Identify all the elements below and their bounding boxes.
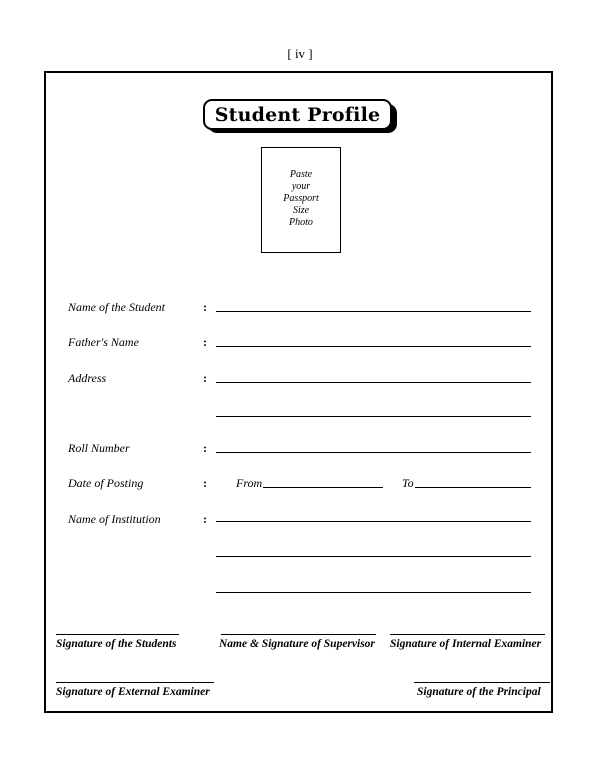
institution-field-line-1[interactable]	[216, 521, 531, 522]
photo-text-line: your	[291, 181, 311, 192]
to-date-field[interactable]	[415, 487, 531, 488]
roll-number-field[interactable]	[216, 452, 531, 453]
address-label: Address	[68, 371, 107, 385]
father-name-field[interactable]	[216, 346, 531, 347]
colon: :	[203, 476, 207, 490]
father-name-label: Father's Name	[68, 335, 139, 349]
students-signature-label: Signature of the Students	[56, 638, 177, 650]
form-title: Student Profile	[214, 103, 381, 126]
supervisor-signature-label: Name & Signature of Supervisor	[219, 638, 375, 650]
address-field-line-1[interactable]	[216, 382, 531, 383]
from-date-field[interactable]	[263, 487, 383, 488]
student-name-label: Name of the Student	[68, 300, 165, 314]
to-label: To	[402, 476, 414, 490]
supervisor-signature-line[interactable]	[221, 634, 376, 635]
photo-text-line: Photo	[289, 217, 313, 228]
photo-box	[261, 147, 341, 253]
photo-text-line: Passport	[283, 193, 319, 204]
colon: :	[203, 300, 207, 314]
photo-text-line: Size	[292, 205, 310, 216]
external-examiner-signature-label: Signature of External Examiner	[56, 686, 210, 698]
external-examiner-signature-line[interactable]	[56, 682, 214, 683]
students-signature-line[interactable]	[56, 634, 179, 635]
title-banner	[203, 99, 397, 133]
internal-examiner-signature-label: Signature of Internal Examiner	[390, 638, 542, 650]
institution-field-line-3[interactable]	[216, 592, 531, 593]
colon: :	[203, 512, 207, 526]
roll-number-label: Roll Number	[68, 441, 130, 455]
principal-signature-label: Signature of the Principal	[417, 686, 541, 698]
title-box	[203, 99, 392, 130]
date-of-posting-label: Date of Posting	[68, 476, 144, 490]
student-name-field[interactable]	[216, 311, 531, 312]
colon: :	[203, 441, 207, 455]
institution-field-line-2[interactable]	[216, 556, 531, 557]
institution-label: Name of Institution	[68, 512, 161, 526]
colon: :	[203, 371, 207, 385]
photo-text-line: Paste	[289, 169, 313, 180]
principal-signature-line[interactable]	[414, 682, 550, 683]
internal-examiner-signature-line[interactable]	[390, 634, 545, 635]
colon: :	[203, 335, 207, 349]
address-field-line-2[interactable]	[216, 416, 531, 417]
from-label: From	[236, 476, 263, 490]
page-number: [ iv ]	[287, 46, 313, 61]
